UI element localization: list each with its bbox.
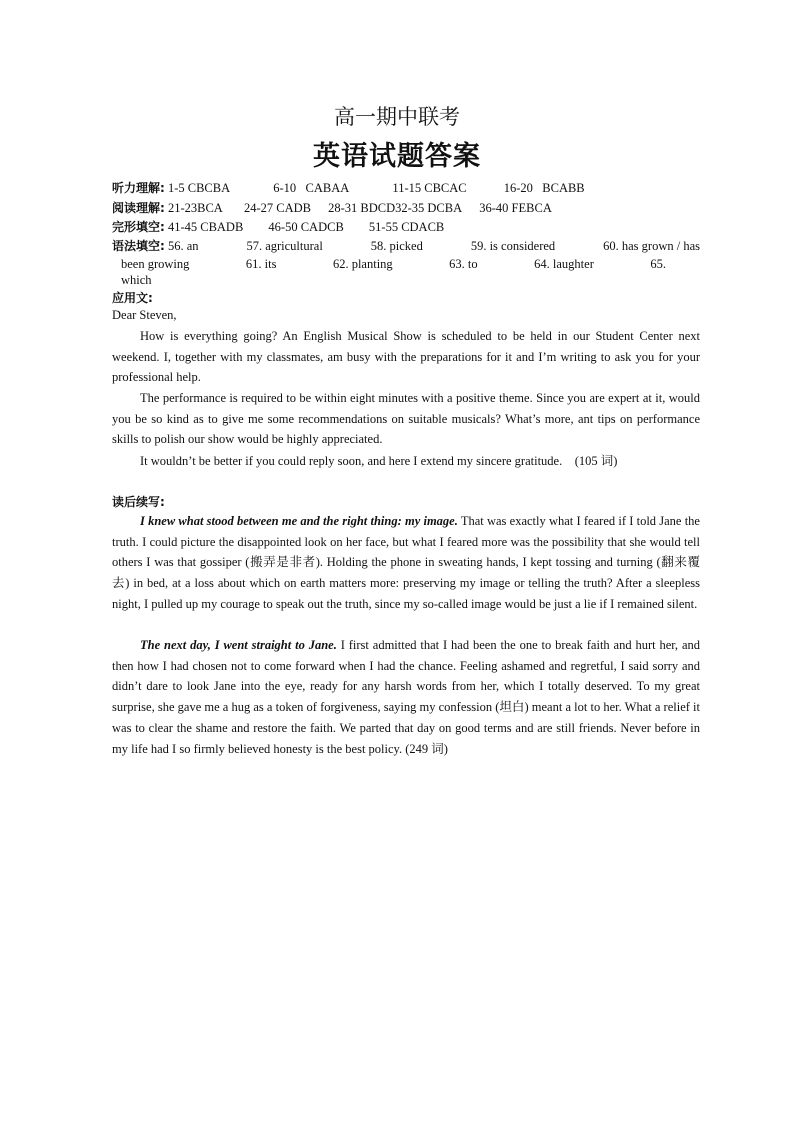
answer-item: 64. laughter [534,257,594,271]
reading-answers [112,200,712,217]
story-paragraph [112,511,700,615]
listening-answers [112,180,712,197]
grammar-answers-line1 [112,238,700,255]
grammar-label: 语法填空: [112,239,165,253]
answer-group: 11-15 CBCAC [392,181,467,195]
answer-item: 65. [650,257,666,271]
answer-item: been growing [121,257,190,271]
answer-group: 6-10 CABAA [273,181,350,195]
grammar-answers-line3 [121,272,721,289]
answer-group: 51-55 CDACB [368,220,445,234]
answer-item: 58. picked [370,239,423,253]
answer-group: 36-40 FEBCA [479,201,552,215]
cloze-label: 完形填空: [112,220,165,234]
reading-label: 阅读理解: [112,201,165,215]
answer-item: which [121,273,152,287]
answer-group: 28-31 BDCD32-35 DCBA [328,201,463,215]
answer-item: 62. planting [332,257,393,271]
continuation-writing-heading: 读后续写: [112,495,165,509]
answer-group: 1-5 CBCBA [167,181,231,195]
answer-group: 46-50 CADCB [268,220,344,234]
answer-group: 21-23BCA [167,201,223,215]
answer-group: 41-45 CBADB [167,220,244,234]
answer-item: 60. has grown / has [603,239,700,253]
practical-writing-heading: 应用文: [112,291,153,305]
letter-paragraph: It wouldn’t be better if you could reply soon, and here I extend my sincere gratitude. (105 词) [140,454,618,468]
paragraph-body: I first admitted that I had been the one to break faith and hurt her, and then how I had chosen not to come forward when I had the chance. Feeling ashamed and regretful, I said sorry and didn’t dare to look Jane into the eye, ready for any harsh words from her, which I totally deserved. To my great surprise, she gave me a hug as a token of forgiveness, saying my confession (坦白) meant a lot to her. What a relief it was to clear the shame and restore the faith. We parted that day on good terms and are still friends. Never before in my life had I so firmly believed honesty is the best policy. (249 词) [112,638,700,756]
grammar-answers-line2 [121,256,666,273]
answer-item: 59. is considered [470,239,556,253]
answer-group: 24-27 CADB [243,201,311,215]
exam-title: 高一期中联考 [334,105,460,129]
letter-paragraph: How is everything going? An English Musical Show is scheduled to be held in our Student Center next weekend. I, together with my classmates, am busy with the preparations for it and I’m writing to ask you for your professional help. [112,329,700,385]
given-opening-sentence: I knew what stood between me and the right thing: my image. [140,514,458,528]
paragraph-body: That was exactly what I feared if I told Jane the truth. I could picture the disappointed look on her face, but what I feared more was the possibility that she would tell others I was that gossiper (搬弄是非者). Holding the phone in sweating hands, I kept tossing and turning (翻来覆去) in bed, at a loss about which on earth matters more: preserving my image or telling the truth? After a sleepless night, I pulled up my courage to speak out the truth, since my so-called image would be just a lie if I remained silent. [112,514,700,611]
letter-paragraph: The performance is required to be within eight minutes with a positive theme. Since you are expert at it, would you be so kind as to give me some recommendations on suitable musicals? What’s more, ant tips on performance skills to polish our show would be highly appreciated. [112,391,700,447]
answer-item: 61. its [245,257,277,271]
answer-item: 56. an [167,239,199,253]
answer-item: 57. agricultural [246,239,323,253]
answer-key-title: 英语试题答案 [313,141,481,172]
given-opening-sentence: The next day, I went straight to Jane. [140,638,337,652]
letter-salutation: Dear Steven, [112,308,177,322]
answer-group: 16-20 BCABB [503,181,585,195]
story-paragraph [112,635,700,759]
cloze-answers [112,219,712,236]
listening-label: 听力理解: [112,181,165,195]
answer-item: 63. to [449,257,478,271]
